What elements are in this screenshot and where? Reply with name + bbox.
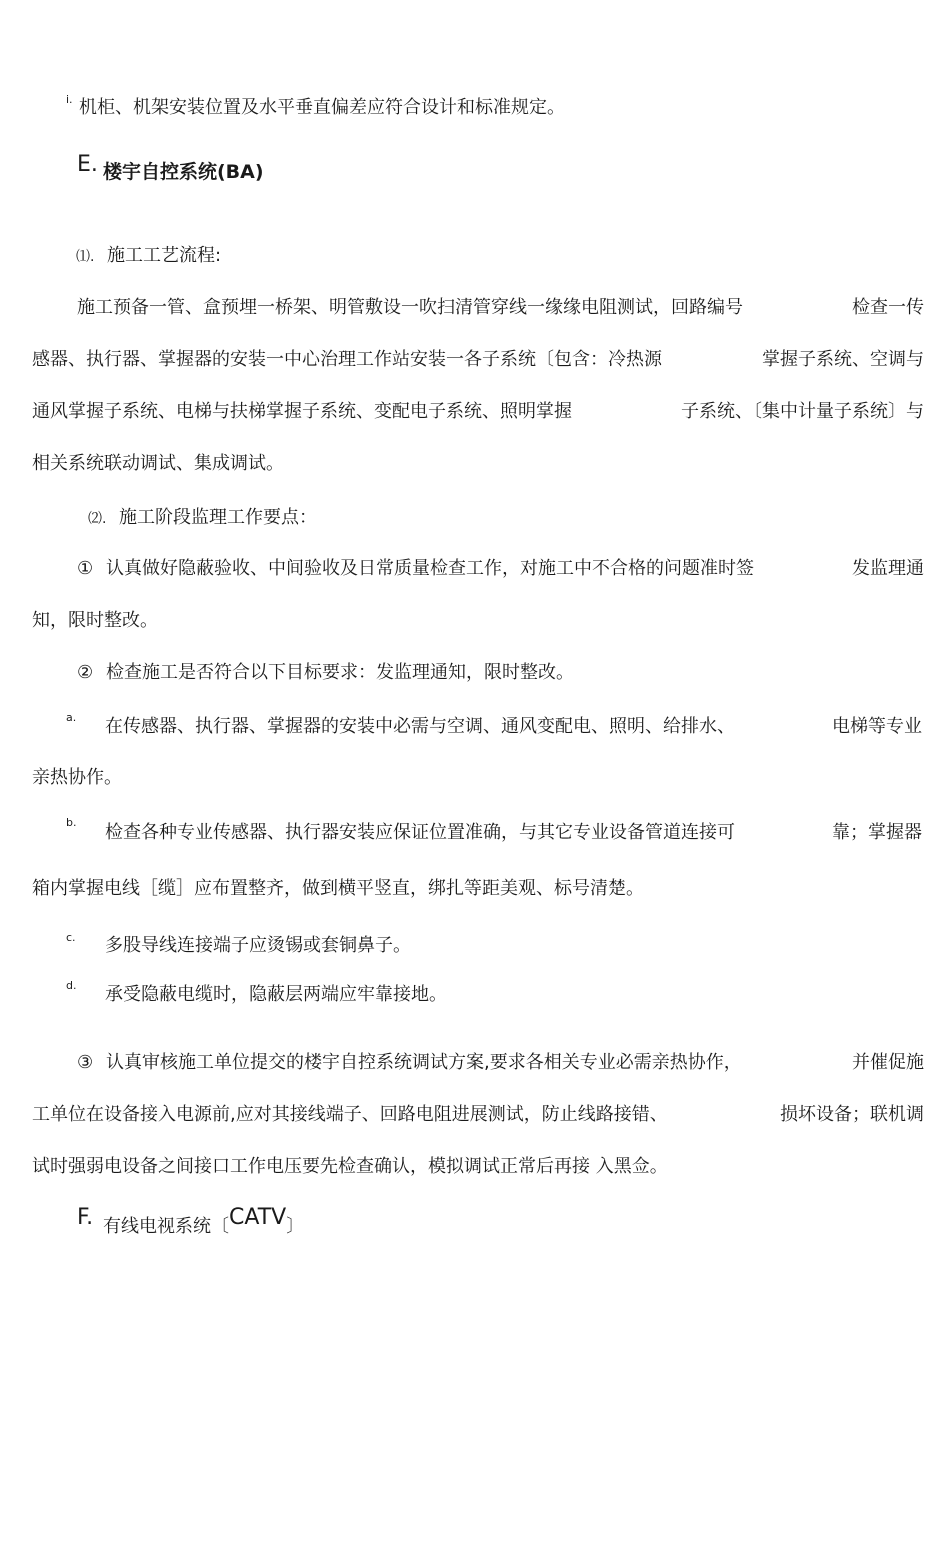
item-marker-d: d. — [66, 979, 77, 992]
point3-line-1 — [106, 1051, 924, 1075]
item-a-line-1b: 电梯等专业 — [832, 716, 922, 737]
point1-line-2: 知，限时整改。 — [32, 610, 158, 631]
section-f-title-a: 有线电视系统〔 — [103, 1216, 229, 1237]
flow-line-3b: 子系统、〔集中计量子系统〕与 — [681, 401, 924, 422]
sub2-text: 施工阶段监理工作要点： — [119, 507, 317, 528]
section-f-letter: F. — [77, 1205, 94, 1230]
item-c-text: 多股导线连接端子应烫锡或套铜鼻子。 — [105, 935, 411, 956]
sub1-label: ⑴. — [76, 249, 95, 265]
point3-line-3: 试时强弱电设备之间接口工作电压要先检查确认，模拟调试正常后再接 入黑佥。 — [32, 1156, 668, 1177]
sub2-label: ⑵. — [88, 511, 107, 527]
sub1-text: 施工工艺流程: — [107, 245, 222, 266]
flow-line-1b: 检查一传 — [852, 297, 924, 318]
section-f-title-c: 〕 — [286, 1216, 305, 1237]
flow-line-2 — [32, 348, 924, 372]
point2-text: 检查施工是否符合以下目标要求：发监理通知，限时整改。 — [106, 662, 574, 683]
section-f-title-b: CATV — [229, 1205, 287, 1230]
flow-line-2a: 感器、执行器、掌握器的安装一中心治理工作站安装一各子系统〔包含：冷热源 — [32, 349, 662, 370]
flow-line-4: 相关系统联动调试、集成调试。 — [32, 453, 284, 474]
item-b-line-2: 箱内掌握电线［缆］应布置整齐，做到横平竖直，绑扎等距美观、标号清楚。 — [32, 878, 644, 899]
point3-line-2a: 工单位在设备接入电源前,应对其接线端子、回路电阻进展测试，防止线路接错、 — [32, 1104, 668, 1125]
point3-line-1b: 并催促施 — [852, 1052, 924, 1073]
flow-line-3 — [32, 400, 924, 424]
point1-line-1a: 认真做好隐蔽验收、中间验收及日常质量检查工作，对施工中不合格的问题准时签 — [106, 558, 754, 579]
item-a-line-2: 亲热协作。 — [32, 767, 122, 788]
point3-marker: ③ — [77, 1052, 94, 1073]
flow-line-3a: 通风掌握子系统、电梯与扶梯掌握子系统、变配电子系统、照明掌握 — [32, 401, 572, 422]
section-e-letter: E. — [77, 152, 98, 177]
point3-line-1a: 认真审核施工单位提交的楼宇自控系统调试方案,要求各相关专业必需亲热协作， — [106, 1052, 742, 1073]
point1-marker: ① — [77, 558, 94, 579]
item-b-line-1 — [105, 821, 922, 845]
point1-line-1 — [106, 557, 924, 581]
flow-line-1a: 施工预备一管、盒预埋一桥架、明管敷设一吹扫清管穿线一缘缘电阻测试，回路编号 — [77, 297, 743, 318]
item-a-line-1 — [105, 715, 922, 739]
item-marker-a: a. — [66, 711, 77, 724]
item-marker-c: c. — [66, 931, 76, 944]
point1-line-1b: 发监理通 — [852, 558, 924, 579]
item-d-text: 承受隐蔽电缆时，隐蔽层两端应牢靠接地。 — [105, 984, 447, 1005]
item-a-line-1a: 在传感器、执行器、掌握器的安装中必需与空调、通风变配电、照明、给排水、 — [105, 716, 735, 737]
flow-line-2b: 掌握子系统、空调与 — [762, 349, 924, 370]
section-e-title: 楼宇自控系统(BA) — [103, 161, 264, 183]
item-b-line-1b: 靠；掌握器 — [832, 822, 922, 843]
section-f-title — [103, 1205, 305, 1237]
point3-line-2b: 损坏设备；联机调 — [780, 1104, 924, 1125]
point3-line-2 — [32, 1103, 924, 1127]
item-i-text: 机柜、机架安装位置及水平垂直偏差应符合设计和标准规定。 — [79, 97, 565, 118]
point2-marker: ② — [77, 662, 94, 683]
item-marker-b: b. — [66, 816, 77, 829]
item-marker-i: i. — [66, 93, 73, 106]
item-b-line-1a: 检查各种专业传感器、执行器安装应保证位置准确，与其它专业设备管道连接可 — [105, 822, 735, 843]
flow-line-1 — [77, 296, 924, 320]
